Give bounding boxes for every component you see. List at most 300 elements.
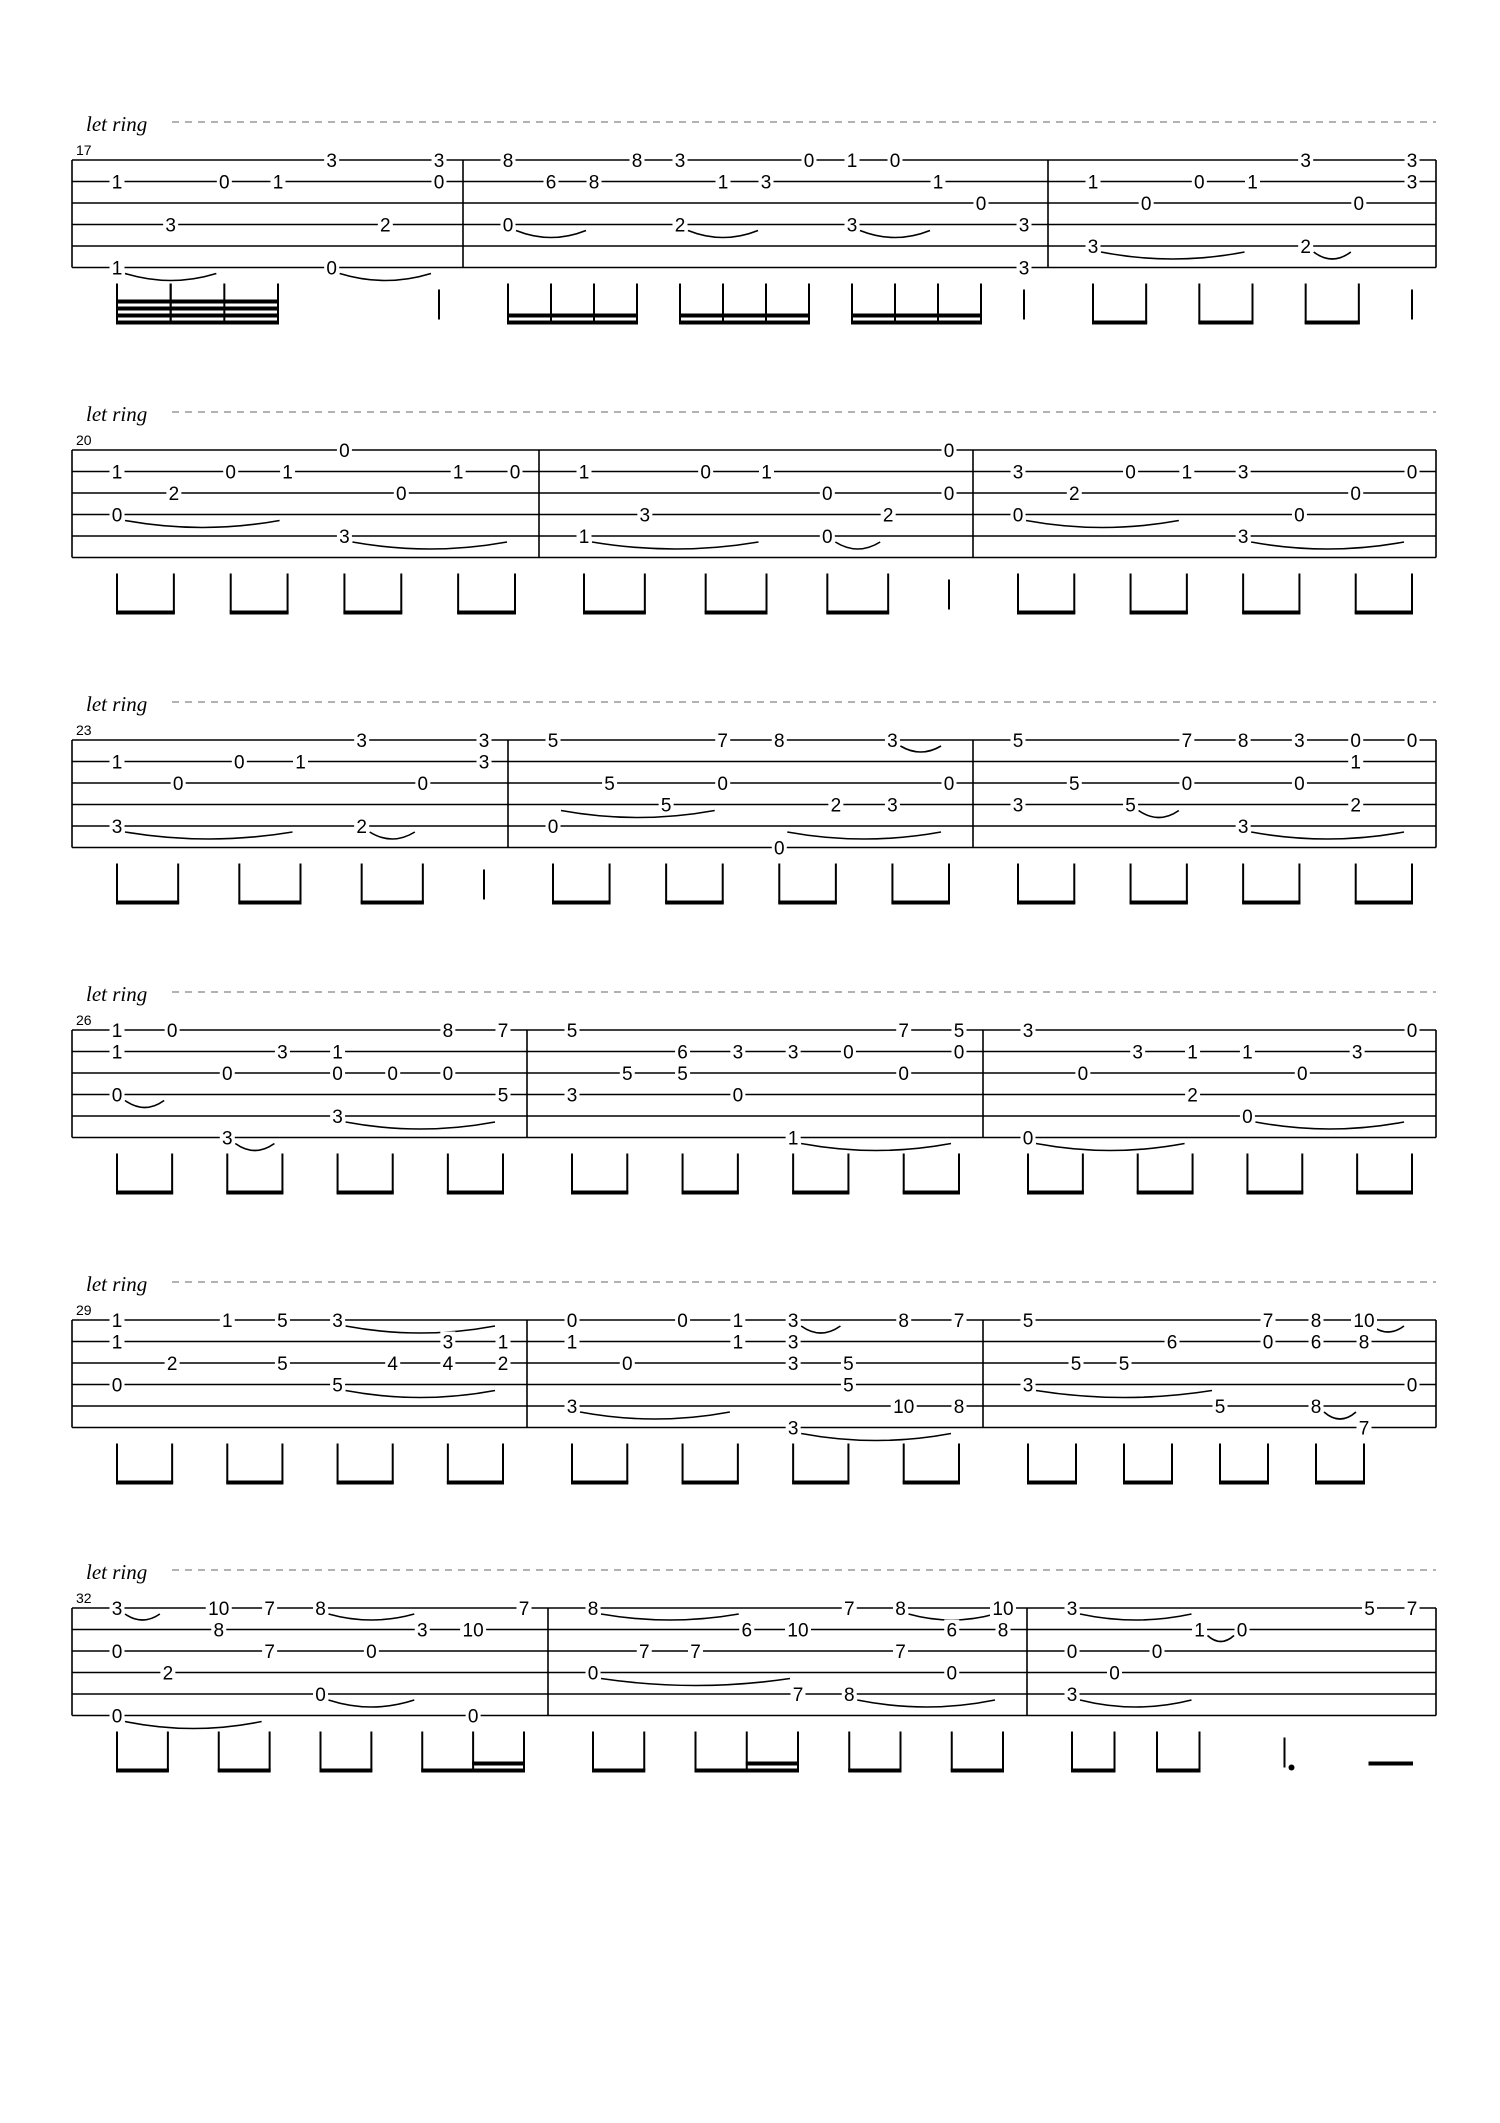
fret-number: 0 [442, 1064, 454, 1085]
fret-number: 1 [732, 1332, 744, 1354]
fret-number: 0 [234, 752, 245, 774]
fret-number: 8 [1237, 731, 1249, 752]
fret-number: 3 [1022, 1021, 1034, 1042]
fret-number: 1 [846, 151, 858, 172]
tie-slur [900, 746, 941, 752]
fret-number: 3 [1300, 151, 1311, 172]
fret-number: 0 [1077, 1064, 1089, 1085]
fret-number: 1 [732, 1311, 744, 1332]
fret-number: 1 [111, 258, 123, 280]
fret-number: 0 [1350, 731, 1362, 752]
fret-number: 6 [677, 1042, 688, 1064]
tie-slur [125, 521, 280, 528]
fret-number: 3 [787, 1332, 799, 1354]
fret-number: 1 [111, 462, 123, 484]
measure-number: 20 [76, 432, 92, 448]
fret-number: 0 [221, 1064, 233, 1085]
fret-number: 3 [1087, 237, 1099, 258]
tie-slur [787, 832, 941, 839]
fret-number: 3 [1066, 1685, 1078, 1706]
fret-number: 3 [787, 1354, 799, 1375]
fret-number: 7 [895, 1642, 906, 1663]
fret-number: 0 [1406, 462, 1418, 484]
tie-slur [580, 1412, 730, 1419]
rhythm-beam [1246, 1191, 1303, 1195]
tie-slur [346, 1122, 495, 1129]
fret-number: 1 [111, 1311, 123, 1332]
tie-slur [125, 1101, 164, 1108]
rhythm-beam [1130, 611, 1188, 615]
fret-number: 2 [1350, 795, 1362, 817]
fret-number: 8 [843, 1685, 855, 1706]
rhythm-beam [592, 1769, 645, 1773]
fret-number: 10 [893, 1397, 915, 1418]
rhythm-beam [682, 1481, 739, 1485]
fret-number: 0 [1350, 484, 1362, 505]
fret-number: 10 [462, 1620, 484, 1642]
fret-number: 3 [1351, 1042, 1363, 1064]
fret-number: 5 [497, 1085, 509, 1107]
fret-number: 5 [843, 1354, 854, 1375]
tie-slur [352, 542, 507, 549]
fret-number: 3 [1237, 527, 1249, 548]
fret-number: 0 [111, 1642, 123, 1663]
rhythm-beam [218, 1769, 271, 1773]
fret-number: 0 [1109, 1663, 1120, 1685]
rhythm-beam [1355, 901, 1413, 905]
fret-number: 7 [1406, 1599, 1418, 1620]
fret-number: 0 [803, 151, 815, 172]
tie-slur [592, 542, 759, 549]
fret-number: 0 [1296, 1064, 1308, 1085]
fret-number: 0 [677, 1311, 688, 1332]
fret-number: 3 [442, 1332, 454, 1354]
fret-number: 5 [277, 1354, 288, 1375]
rhythm-beam [1130, 901, 1188, 905]
rhythm-beam [116, 1481, 173, 1485]
fret-number: 5 [1012, 731, 1024, 752]
fret-number: 1 [578, 462, 590, 484]
fret-number: 0 [1353, 194, 1365, 215]
measure [586, 1598, 1017, 1773]
fret-number: 5 [660, 795, 672, 817]
fret-number: 3 [332, 1311, 343, 1332]
fret-number: 0 [417, 774, 429, 795]
rhythm-beam [507, 314, 638, 318]
measure [110, 730, 492, 905]
fret-number: 8 [588, 172, 600, 194]
fret-number: 0 [1406, 1375, 1418, 1397]
fret-number: 7 [953, 1311, 965, 1332]
fret-number: 2 [1068, 484, 1080, 505]
rhythm-beam [826, 611, 889, 615]
tie-slur [801, 1326, 840, 1333]
fret-number: 3 [1022, 1375, 1034, 1397]
let-ring-marking: let ring [86, 982, 148, 1006]
tie-slur [1101, 252, 1245, 259]
fret-number: 3 [1132, 1042, 1144, 1064]
rhythm-beam [1017, 611, 1075, 615]
fret-number: 3 [1406, 151, 1418, 172]
rhythm-beam [1356, 1191, 1413, 1195]
fret-number: 6 [1166, 1332, 1178, 1354]
rhythm-beam [891, 901, 950, 905]
measure-number: 29 [76, 1302, 92, 1318]
fret-number: 8 [587, 1599, 599, 1620]
fret-number: 3 [1018, 258, 1030, 280]
fret-number: 10 [208, 1599, 230, 1620]
fret-number: 5 [277, 1311, 288, 1332]
tab-system [72, 982, 1436, 1195]
fret-number: 0 [172, 774, 184, 795]
tie-slur [1036, 1391, 1212, 1398]
fret-number: 1 [452, 462, 464, 484]
fret-number: 3 [416, 1620, 428, 1642]
fret-number: 0 [339, 441, 350, 462]
fret-number: 0 [566, 1311, 578, 1332]
tie-slur [125, 1614, 160, 1620]
fret-number: 2 [162, 1663, 174, 1685]
fret-number: 1 [332, 1042, 343, 1064]
fret-number: 1 [111, 752, 123, 774]
rhythm-beam [1092, 321, 1147, 325]
fret-number: 0 [166, 1021, 178, 1042]
measure [1021, 1310, 1420, 1485]
fret-number: 0 [1066, 1642, 1078, 1663]
rhythm-beam [1017, 901, 1075, 905]
tie-slur [346, 1326, 495, 1333]
measure [110, 1598, 532, 1773]
fret-number: 3 [1012, 462, 1024, 484]
rhythm-beam-secondary [1369, 1762, 1414, 1766]
fret-number: 7 [1181, 731, 1193, 752]
fret-number: 5 [621, 1064, 633, 1085]
tie-slur [1208, 1636, 1235, 1642]
rhythm-beam [337, 1191, 394, 1195]
fret-number: 2 [674, 215, 686, 237]
tab-system [72, 1272, 1436, 1485]
fret-number: 7 [898, 1021, 910, 1042]
tie-slur [801, 1144, 951, 1151]
fret-number: 7 [264, 1599, 275, 1620]
fret-number: 7 [264, 1642, 275, 1663]
rhythm-beam [848, 1769, 901, 1773]
rhythm-beam [116, 1191, 173, 1195]
fret-number: 3 [1012, 795, 1024, 817]
rhythm-beam [116, 901, 179, 905]
let-ring-marking: let ring [86, 692, 148, 716]
fret-number: 5 [1022, 1311, 1034, 1332]
measure [1011, 462, 1420, 615]
let-ring-marking: let ring [86, 1272, 148, 1296]
tie-slur [329, 1700, 415, 1707]
fret-number: 3 [846, 215, 858, 237]
rhythm-beam [679, 314, 810, 318]
fret-number: 1 [272, 172, 284, 194]
fret-number: 3 [433, 151, 445, 172]
rhythm-beam [1198, 321, 1253, 325]
fret-number: 0 [843, 1042, 854, 1064]
rhythm-beam [1027, 1191, 1084, 1195]
fret-number: 8 [895, 1599, 906, 1620]
tie-slur [857, 1700, 995, 1707]
fret-number: 8 [1310, 1311, 1322, 1332]
fret-number: 10 [992, 1599, 1014, 1620]
fret-number: 1 [1087, 172, 1099, 194]
fret-number: 6 [946, 1620, 958, 1642]
tie-slur [835, 542, 880, 549]
fret-number: 0 [387, 1064, 399, 1085]
fret-number: 3 [1406, 172, 1418, 194]
fret-number: 7 [638, 1642, 650, 1663]
rhythm-beam [778, 901, 837, 905]
tab-system [72, 1560, 1436, 1773]
measure-number: 32 [76, 1590, 92, 1606]
fret-number: 0 [111, 1085, 123, 1107]
measure [1021, 1020, 1420, 1195]
tie-slur [601, 1614, 739, 1620]
fret-number: 0 [225, 462, 237, 484]
fret-number: 4 [442, 1354, 454, 1375]
fret-number: 0 [822, 527, 833, 548]
fret-number: 0 [621, 1354, 633, 1375]
fret-number: 2 [168, 484, 180, 505]
tie-slur [125, 832, 293, 839]
rhythm-beam [851, 314, 982, 318]
fret-number: 8 [1358, 1332, 1370, 1354]
fret-number: 0 [889, 151, 901, 172]
rhythm-beam [1219, 1481, 1269, 1485]
fret-number: 5 [677, 1064, 688, 1085]
fret-number: 7 [792, 1685, 804, 1706]
fret-number: 7 [690, 1642, 701, 1663]
tab-system [72, 402, 1436, 615]
fret-number: 3 [1018, 215, 1030, 237]
fret-number: 0 [943, 774, 955, 795]
rhythm-beam [116, 300, 279, 304]
fret-number: 5 [1364, 1599, 1375, 1620]
fret-number: 1 [1181, 462, 1193, 484]
fret-number: 5 [1214, 1397, 1226, 1418]
rhythm-beam [1305, 321, 1360, 325]
rhythm-beam [116, 321, 279, 325]
tie-slur [1036, 1144, 1185, 1151]
fret-number: 3 [787, 1311, 799, 1332]
fret-number: 1 [111, 1332, 123, 1354]
rhythm-beam [1137, 1191, 1194, 1195]
fret-number: 0 [943, 441, 955, 462]
rhythm-beam [1156, 1769, 1201, 1773]
fret-number: 3 [478, 752, 490, 774]
fret-number: 1 [578, 527, 590, 548]
fret-number: 6 [545, 172, 557, 194]
fret-number: 0 [111, 1375, 123, 1397]
fret-number: 0 [111, 1706, 123, 1728]
tie-slur [1251, 542, 1404, 549]
fret-number: 0 [1294, 774, 1305, 795]
fret-number: 5 [332, 1375, 343, 1397]
fret-number: 8 [898, 1311, 910, 1332]
fret-number: 0 [587, 1663, 599, 1685]
rhythm-beam [571, 1481, 628, 1485]
fret-number: 1 [221, 1311, 233, 1332]
fret-number: 2 [166, 1354, 178, 1375]
fret-number: 6 [741, 1620, 753, 1642]
fret-number: 3 [111, 1599, 123, 1620]
tie-slur [1324, 1412, 1356, 1419]
rhythm-beam [552, 901, 611, 905]
tab-system [72, 692, 1436, 905]
fret-number: 3 [887, 731, 898, 752]
fret-number: 3 [566, 1085, 578, 1107]
measure [110, 440, 523, 615]
fret-number: 8 [773, 731, 785, 752]
fret-number: 3 [1237, 462, 1249, 484]
tie-slur [909, 1614, 996, 1620]
fret-number: 1 [111, 1021, 123, 1042]
fret-number: 1 [497, 1332, 509, 1354]
fret-number: 0 [366, 1642, 377, 1663]
tie-slur [125, 274, 216, 281]
rhythm-dot [1289, 1765, 1295, 1771]
fret-number: 5 [566, 1021, 578, 1042]
fret-number: 3 [732, 1042, 744, 1064]
rhythm-beam [682, 1191, 739, 1195]
fret-number: 3 [277, 1042, 288, 1064]
fret-number: 7 [1358, 1418, 1370, 1440]
tie-slur [860, 231, 930, 238]
fret-number: 0 [467, 1706, 479, 1728]
fret-number: 0 [953, 1042, 965, 1064]
fret-number: 7 [717, 731, 729, 752]
fret-number: 2 [830, 795, 842, 817]
rhythm-beam [337, 1481, 394, 1485]
fret-number: 3 [332, 1107, 343, 1128]
tie-slur [1251, 832, 1404, 839]
rhythm-beam [1355, 611, 1413, 615]
tie-slur [601, 1679, 790, 1686]
fret-number: 1 [1247, 172, 1258, 194]
rhythm-beam [507, 321, 638, 325]
fret-number: 0 [1181, 774, 1193, 795]
fret-number: 1 [282, 462, 293, 484]
fret-number: 3 [566, 1397, 578, 1418]
fret-number: 1 [932, 172, 944, 194]
fret-number: 1 [111, 1042, 123, 1064]
fret-number: 0 [111, 505, 123, 527]
tie-slur [1026, 521, 1179, 528]
fret-number: 10 [787, 1620, 809, 1642]
rhythm-beam [792, 1481, 849, 1485]
measure [1086, 150, 1420, 325]
rhythm-beam [1315, 1481, 1365, 1485]
fret-number: 3 [760, 172, 772, 194]
rhythm-beam [238, 901, 301, 905]
rhythm-beam [1242, 901, 1300, 905]
fret-number: 3 [478, 731, 490, 752]
fret-number: 5 [1125, 795, 1136, 817]
fret-number: 3 [326, 151, 337, 172]
fret-number: 2 [1300, 237, 1311, 258]
tie-slur [1139, 811, 1179, 818]
fret-number: 0 [717, 774, 729, 795]
fret-number: 8 [1310, 1397, 1322, 1418]
measure [1065, 1598, 1420, 1773]
measure [110, 1020, 511, 1195]
measure [501, 150, 1032, 325]
tie-slur [125, 1722, 262, 1729]
fret-number: 2 [380, 215, 391, 237]
fret-number: 3 [639, 505, 651, 527]
rhythm-beam [116, 307, 279, 311]
rhythm-beam [320, 1769, 373, 1773]
fret-number: 0 [1151, 1642, 1163, 1663]
fret-number: 3 [111, 817, 123, 838]
rhythm-beam [1242, 611, 1300, 615]
fret-number: 3 [356, 731, 367, 752]
rhythm-beam [457, 611, 516, 615]
rhythm-beam [679, 321, 810, 325]
fret-number: 0 [1022, 1128, 1034, 1150]
tie-slur [801, 1434, 951, 1441]
fret-number: 0 [332, 1064, 343, 1085]
fret-number: 5 [1118, 1354, 1130, 1375]
fret-number: 0 [946, 1663, 958, 1685]
rhythm-beam [903, 1191, 960, 1195]
rhythm-beam [583, 611, 646, 615]
measure [1011, 730, 1420, 905]
fret-number: 7 [518, 1599, 530, 1620]
tie-slur [1314, 252, 1351, 259]
rhythm-beam-secondary [472, 1762, 525, 1766]
fret-number: 8 [442, 1021, 454, 1042]
fret-number: 0 [433, 172, 445, 194]
fret-number: 3 [165, 215, 176, 237]
fret-number: 0 [1262, 1332, 1274, 1354]
fret-number: 0 [898, 1064, 910, 1085]
fret-number: 1 [1187, 1042, 1198, 1064]
fret-number: 3 [787, 1042, 799, 1064]
fret-number: 8 [631, 151, 643, 172]
measure [110, 1310, 511, 1485]
fret-number: 8 [997, 1620, 1009, 1642]
rhythm-beam [116, 1769, 169, 1773]
measure [565, 1310, 967, 1485]
fret-number: 0 [326, 258, 337, 280]
rhythm-beam-secondary [746, 1762, 799, 1766]
fret-number: 7 [1262, 1311, 1274, 1332]
fret-number: 10 [1353, 1311, 1375, 1332]
fret-number: 8 [953, 1397, 965, 1418]
fret-number: 1 [1194, 1620, 1205, 1642]
tie-slur [329, 1614, 415, 1620]
tie-slur [340, 274, 431, 281]
fret-number: 0 [975, 194, 987, 215]
tab-system [72, 112, 1436, 325]
tie-slur [1080, 1700, 1192, 1707]
fret-number: 5 [843, 1375, 854, 1397]
rhythm-beam [226, 1191, 283, 1195]
tie-slur [516, 231, 586, 238]
fret-number: 0 [315, 1685, 326, 1706]
fret-number: 0 [1125, 462, 1136, 484]
let-ring-marking: let ring [86, 402, 148, 426]
fret-number: 0 [1242, 1107, 1253, 1128]
rhythm-beam [447, 1191, 504, 1195]
measure [110, 150, 447, 325]
tie-slur [561, 811, 715, 818]
measure [577, 440, 957, 615]
